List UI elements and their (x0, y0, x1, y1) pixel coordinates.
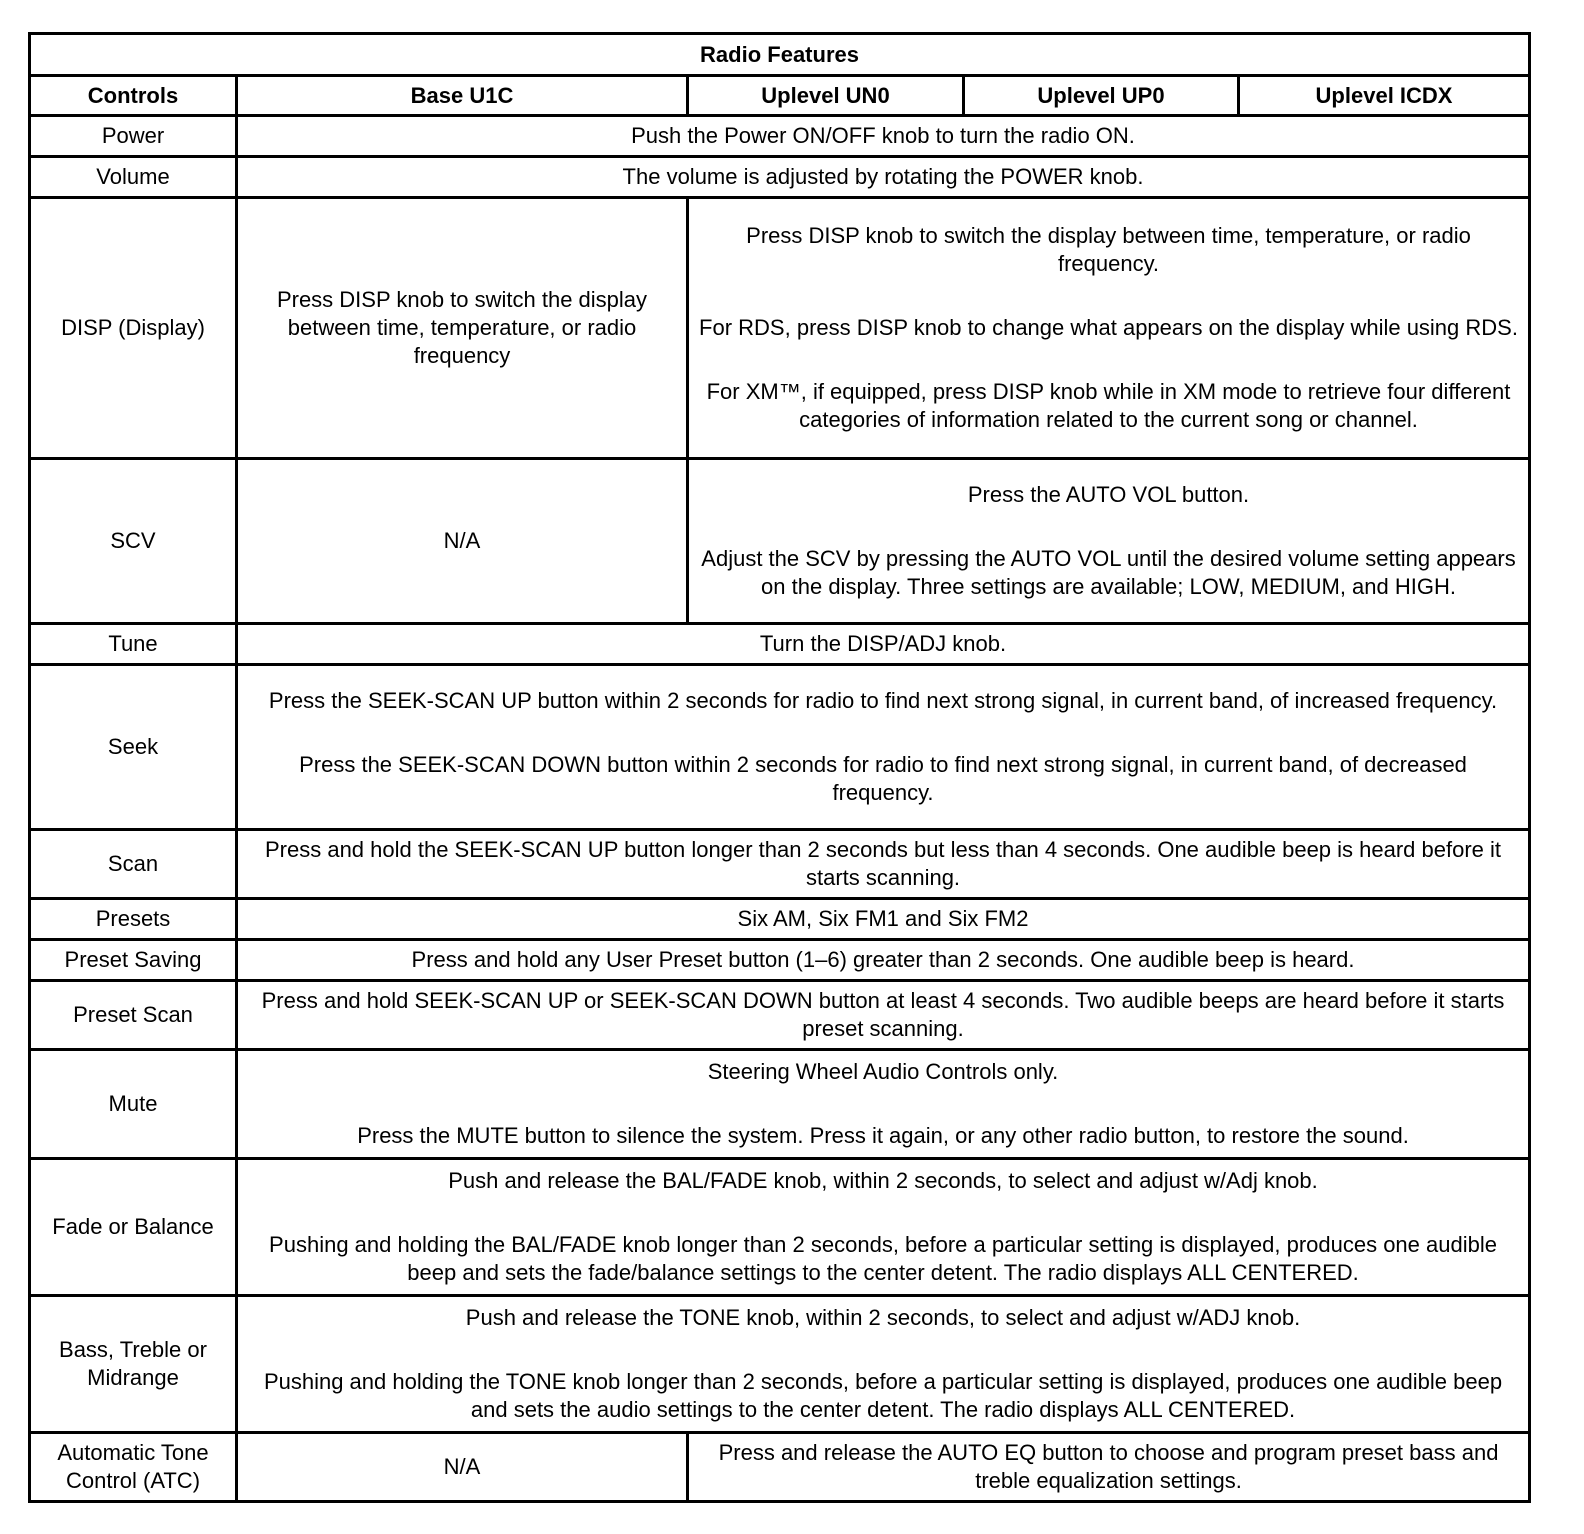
description-cell: The volume is adjusted by rotating the POWER knob. (237, 157, 1530, 198)
description-cell (237, 1296, 1530, 1433)
control-cell: Preset Saving (30, 940, 237, 981)
table-row (30, 899, 1530, 940)
description-paragraph: Push and release the TONE knob, within 2 seconds, to select and adjust w/ADJ knob. (465, 1305, 1301, 1330)
header-uplevel-icdx: Uplevel ICDX (1239, 76, 1530, 116)
table-row (30, 981, 1530, 1050)
control-cell: Presets (30, 899, 237, 940)
header-controls: Controls (30, 76, 237, 116)
control-cell: Fade or Balance (30, 1159, 237, 1296)
uplevel-description-cell: Press and release the AUTO EQ button to choose and program preset bass and treble equalization settings. (688, 1433, 1530, 1502)
table-row (30, 1433, 1530, 1502)
control-cell: SCV (30, 459, 237, 624)
description-paragraph: For XM™, if equipped, press DISP knob while in XM mode to retrieve four different categories of information related to the current song or channel. (706, 379, 1511, 432)
control-cell: DISP (Display) (30, 198, 237, 459)
table-row (30, 940, 1530, 981)
table-row (30, 830, 1530, 899)
control-cell: Power (30, 116, 237, 157)
uplevel-description-cell (688, 459, 1530, 624)
table-row (30, 1050, 1530, 1159)
table-header-row (30, 76, 1530, 116)
description-paragraph: Pushing and holding the TONE knob longer than 2 seconds, before a particular setting is displayed, produces one audible beep and sets the audio settings to the center detent. The radio displays ALL CENTERED. (263, 1369, 1503, 1422)
control-cell: Bass, Treble or Midrange (30, 1296, 237, 1433)
table-row (30, 624, 1530, 665)
table-row (30, 198, 1530, 459)
description-paragraph: For RDS, press DISP knob to change what appears on the display while using RDS. (699, 315, 1518, 340)
description-paragraph: Adjust the SCV by pressing the AUTO VOL until the desired volume setting appears on the display. Three settings are available; LOW, MEDIUM, and HIGH. (701, 546, 1516, 599)
header-uplevel-un0: Uplevel UN0 (688, 76, 964, 116)
control-cell: Preset Scan (30, 981, 237, 1050)
control-cell: Seek (30, 665, 237, 830)
control-cell: Mute (30, 1050, 237, 1159)
control-cell: Tune (30, 624, 237, 665)
base-description-cell: N/A (237, 459, 688, 624)
description-paragraph: Press the MUTE button to silence the system. Press it again, or any other radio button, to restore the sound. (357, 1123, 1409, 1148)
description-paragraph: Steering Wheel Audio Controls only. (707, 1059, 1059, 1084)
base-description-cell: Press DISP knob to switch the display between time, temperature, or radio frequency (237, 198, 688, 459)
description-paragraph: Push and release the BAL/FADE knob, within 2 seconds, to select and adjust w/Adj knob. (448, 1168, 1318, 1193)
description-cell (237, 1159, 1530, 1296)
control-cell: Volume (30, 157, 237, 198)
description-paragraph: Press DISP knob to switch the display between time, temperature, or radio frequency. (746, 223, 1471, 276)
control-cell: Automatic Tone Control (ATC) (30, 1433, 237, 1502)
description-cell: Press and hold any User Preset button (1–6) greater than 2 seconds. One audible beep is heard. (237, 940, 1530, 981)
header-base-u1c: Base U1C (237, 76, 688, 116)
description-cell: Six AM, Six FM1 and Six FM2 (237, 899, 1530, 940)
description-cell (237, 665, 1530, 830)
table-row (30, 1296, 1530, 1433)
control-cell: Scan (30, 830, 237, 899)
description-cell (237, 1050, 1530, 1159)
radio-features-table (28, 32, 1531, 1503)
description-cell: Turn the DISP/ADJ knob. (237, 624, 1530, 665)
table-row (30, 1159, 1530, 1296)
description-cell: Push the Power ON/OFF knob to turn the radio ON. (237, 116, 1530, 157)
uplevel-description-cell (688, 198, 1530, 459)
table-title-row (30, 34, 1530, 76)
table-title: Radio Features (30, 34, 1530, 76)
description-paragraph: Pushing and holding the BAL/FADE knob longer than 2 seconds, before a particular setting is displayed, produces one audible beep and sets the fade/balance settings to the center detent. The radio displays ALL CENTERED. (269, 1232, 1497, 1285)
description-paragraph: Press the AUTO VOL button. (967, 482, 1250, 507)
description-paragraph: Press the SEEK-SCAN DOWN button within 2 seconds for radio to find next strong signal, in current band, of decreased frequency. (299, 752, 1467, 805)
table-row (30, 116, 1530, 157)
description-paragraph: Press the SEEK-SCAN UP button within 2 seconds for radio to find next strong signal, in current band, of increased frequency. (268, 688, 1498, 713)
table-row (30, 157, 1530, 198)
header-uplevel-up0: Uplevel UP0 (964, 76, 1239, 116)
table-row (30, 459, 1530, 624)
base-description-cell: N/A (237, 1433, 688, 1502)
description-cell: Press and hold the SEEK-SCAN UP button longer than 2 seconds but less than 4 seconds. One audible beep is heard before it starts scanning. (237, 830, 1530, 899)
description-cell: Press and hold SEEK-SCAN UP or SEEK-SCAN DOWN button at least 4 seconds. Two audible beeps are heard before it starts preset scanning. (237, 981, 1530, 1050)
table-row (30, 665, 1530, 830)
